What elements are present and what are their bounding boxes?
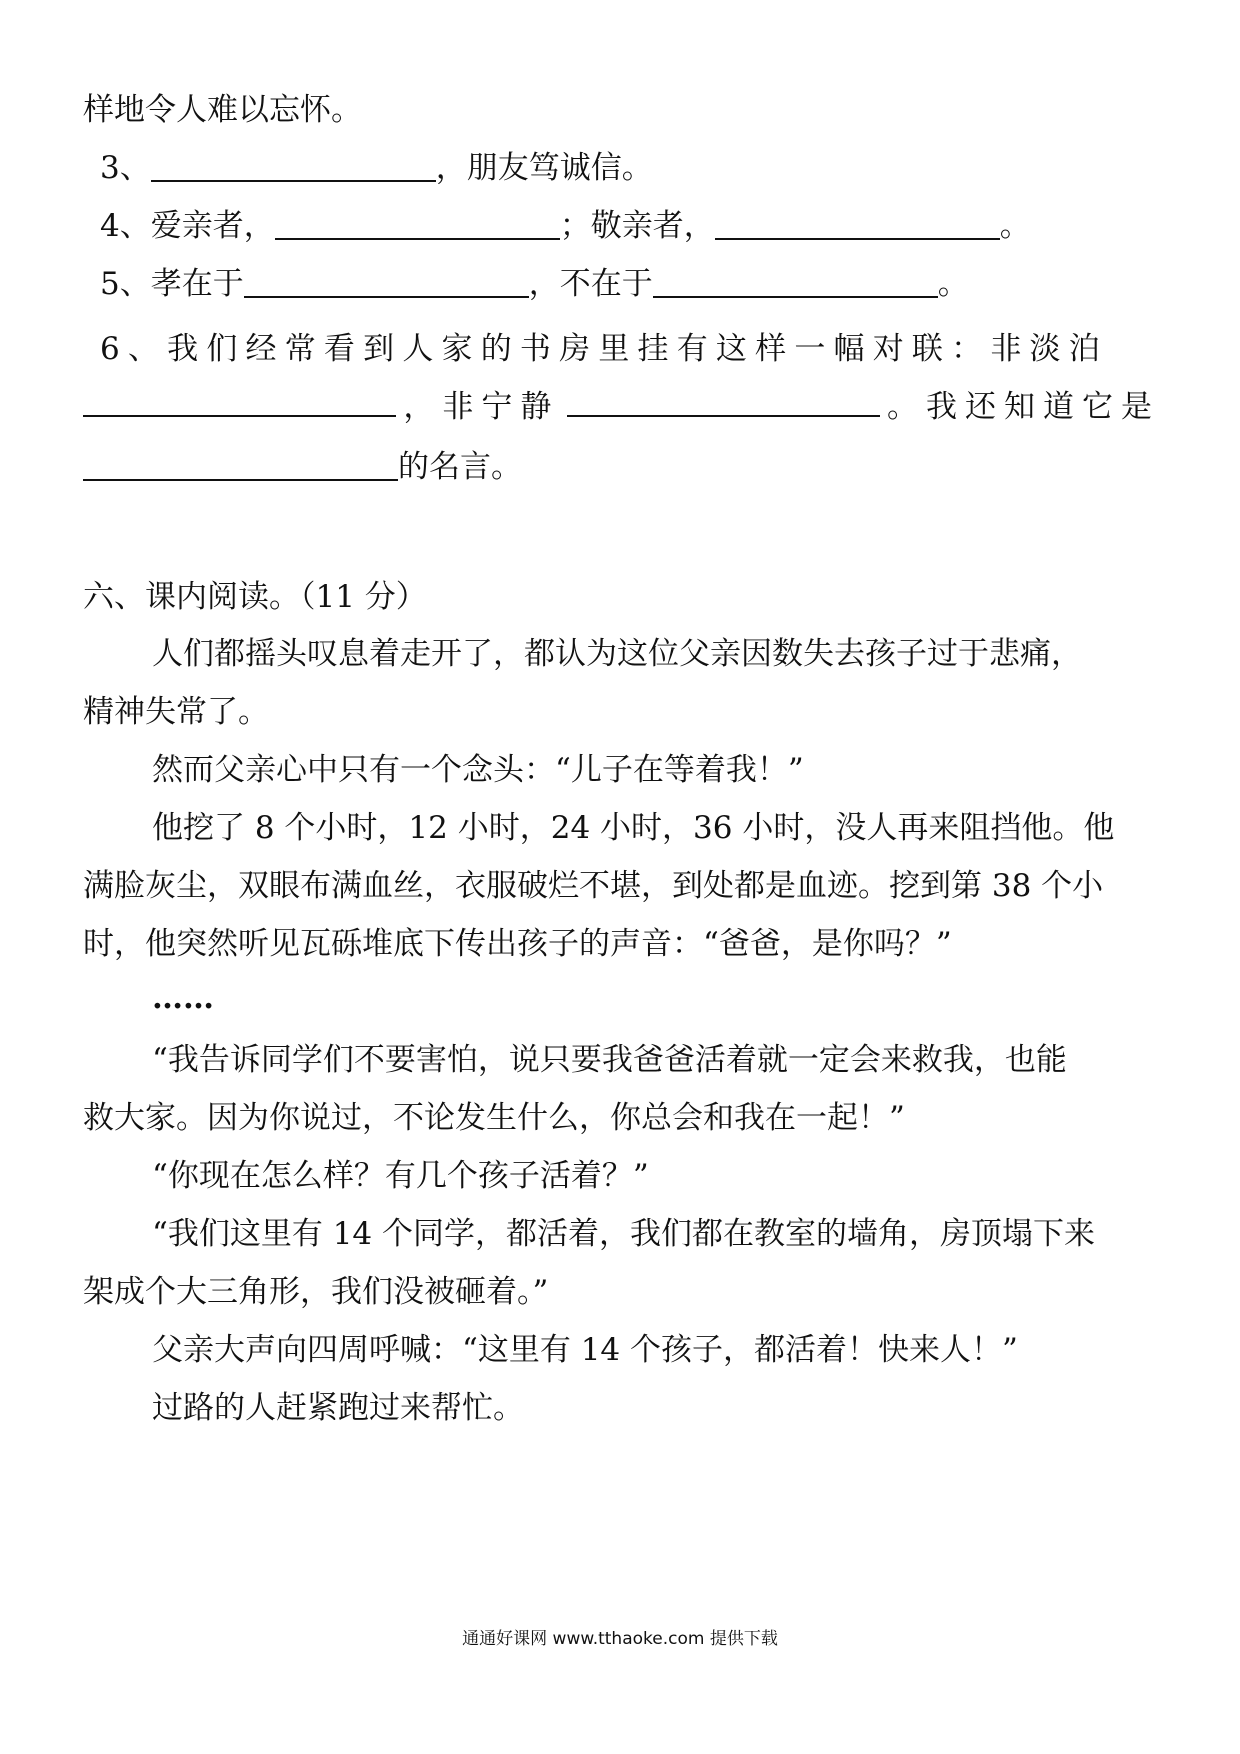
answer-blank[interactable] — [653, 266, 938, 298]
question-4 — [100, 204, 1031, 248]
passage-line: 然而父亲心中只有一个念头：“儿子在等着我！” — [152, 752, 804, 788]
question-3-number: 3、 — [100, 150, 151, 186]
continuation-line: 样地令人难以忘怀。 — [83, 92, 362, 128]
passage-line: 他挖了 8 个小时，12 小时，24 小时，36 小时，没人再来阻挡他。他 — [152, 810, 1115, 846]
passage-line: “我告诉同学们不要害怕，说只要我爸爸活着就一定会来救我，也能 — [152, 1042, 1067, 1078]
question-5 — [100, 262, 969, 306]
answer-blank[interactable] — [275, 208, 560, 240]
passage-line: “你现在怎么样？有几个孩子活着？” — [152, 1158, 649, 1194]
page-footer: 通通好课网 www.tthaoke.com 提供下载 — [462, 1629, 778, 1649]
passage-line: 时，他突然听见瓦砾堆底下传出孩子的声音：“爸爸，是你吗？” — [83, 926, 952, 962]
answer-blank[interactable] — [567, 385, 880, 417]
question-3-text: ，朋友笃诚信。 — [435, 150, 653, 186]
answer-blank[interactable] — [83, 385, 396, 417]
question-6-line-2 — [83, 385, 1160, 429]
question-3 — [100, 146, 653, 190]
question-4-number: 4、 — [100, 208, 151, 244]
answer-blank[interactable] — [151, 150, 436, 182]
question-5-end: 。 — [937, 266, 969, 302]
question-6-line-1: 6、我们经常看到人家的书房里挂有这样一幅对联：非淡泊 — [100, 331, 1108, 367]
question-4-prefix: 爱亲者， — [150, 208, 275, 244]
question-6-middle: ，非宁静 — [403, 389, 560, 425]
question-4-end: 。 — [999, 208, 1031, 244]
answer-blank[interactable] — [715, 208, 1000, 240]
passage-line: 父亲大声向四周呼喊：“这里有 14 个孩子，都活着！快来人！” — [152, 1332, 1018, 1368]
question-6-end: 。我还知道它是 — [886, 389, 1160, 425]
passage-line: 人们都摇头叹息着走开了，都认为这位父亲因数失去孩子过于悲痛， — [152, 636, 1082, 672]
question-4-middle: ；敬亲者， — [559, 208, 715, 244]
passage-ellipsis: …… — [152, 980, 214, 1016]
question-5-prefix: 孝在于 — [150, 266, 244, 302]
passage-line: “我们这里有 14 个同学，都活着，我们都在教室的墙角，房顶塌下来 — [152, 1216, 1095, 1252]
passage-line: 精神失常了。 — [83, 694, 269, 730]
passage-line: 救大家。因为你说过，不论发生什么，你总会和我在一起！” — [83, 1100, 905, 1136]
passage-line: 架成个大三角形，我们没被砸着。” — [83, 1274, 549, 1310]
section-6-heading: 六、课内阅读。（11 分） — [83, 579, 427, 615]
question-6-suffix: 的名言。 — [398, 449, 522, 485]
passage-line: 满脸灰尘，双眼布满血丝，衣服破烂不堪，到处都是血迹。挖到第 38 个小 — [83, 868, 1104, 904]
answer-blank[interactable] — [244, 266, 529, 298]
question-6-line-3 — [83, 445, 522, 489]
question-5-number: 5、 — [100, 266, 151, 302]
passage-line: 过路的人赶紧跑过来帮忙。 — [152, 1390, 524, 1426]
question-5-middle: ，不在于 — [528, 266, 653, 302]
answer-blank[interactable] — [83, 449, 398, 481]
